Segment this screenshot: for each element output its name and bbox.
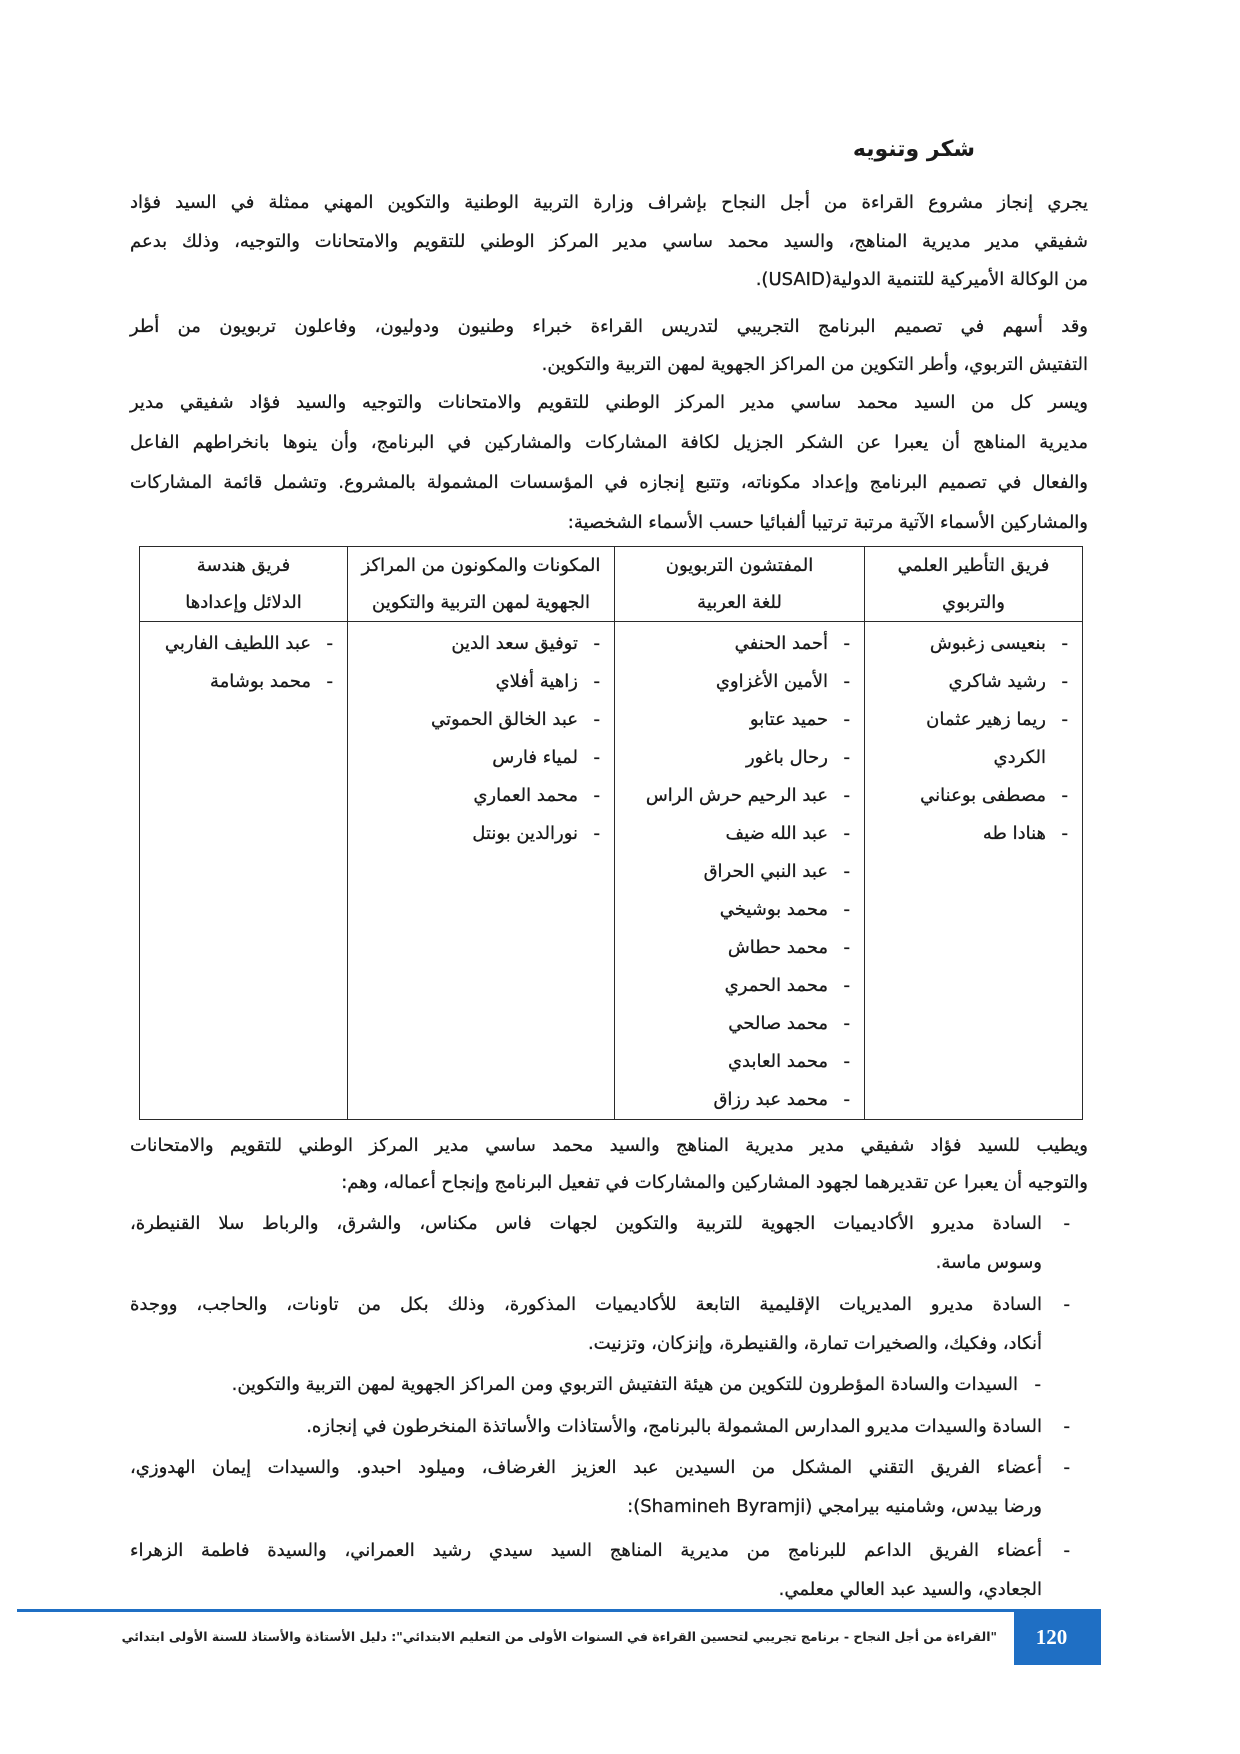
acknowledgement-bullet	[130, 1448, 1088, 1526]
participant-name: محمد العماري	[473, 785, 578, 806]
column-header	[865, 547, 1083, 622]
participant-item	[869, 777, 1068, 815]
participant-list	[869, 625, 1068, 853]
participant-item	[619, 1005, 850, 1043]
bullet-line: الجعادي، والسيد عبد العالي معلمي.	[778, 1579, 1042, 1600]
participant-item	[619, 625, 850, 663]
footer-rule	[17, 1609, 1014, 1612]
bullet-line: السادة مديرو الأكاديميات الجهوية للتربية والتكوين لجهات فاس مكناس، والشرق، والرباط سلا القنيطرة،	[130, 1213, 1042, 1234]
column-header-line: الجهوية لمهن التربية والتكوين	[372, 592, 590, 613]
paragraph-line: وقد أسهم في تصميم البرنامج التجريبي لتدريس القراءة خبراء وطنيون ودوليون، وفاعلون تربويون من أطر	[130, 316, 1088, 337]
paragraph-line: التفتيش التربوي، وأطر التكوين من المراكز الجهوية لمهن التربية والتكوين.	[541, 354, 1088, 375]
list-dash: -	[1061, 785, 1068, 806]
participant-item	[869, 701, 1068, 777]
participant-name: بنعيسى زغبوش	[929, 633, 1046, 654]
participant-item	[352, 777, 600, 815]
participant-name: أحمد الحنفي	[734, 633, 828, 654]
list-dash: -	[843, 1051, 850, 1072]
participant-list	[352, 625, 600, 853]
thanks-paragraph	[130, 383, 1088, 543]
list-dash: -	[843, 709, 850, 730]
paragraph-line: ويسر كل من السيد محمد ساسي مدير المركز الوطني للتقويم والامتحانات والتوجيه والسيد فؤاد شفيقي مدير	[130, 392, 1088, 413]
participant-item	[619, 891, 850, 929]
participant-item	[352, 815, 600, 853]
list-dash: -	[1061, 671, 1068, 692]
paragraph-line: والمشاركين الأسماء الآتية مرتبة ترتيبا ألفبائيا حسب الأسماء الشخصية:	[567, 512, 1088, 533]
list-dash: -	[843, 1089, 850, 1110]
paragraph-line: ويطيب للسيد فؤاد شفيقي مدير مديرية المناهج والسيد محمد ساسي مدير المركز الوطني للتقويم والامتحانات	[130, 1135, 1088, 1156]
bullet-line: السادة مديرو المديريات الإقليمية التابعة للأكاديميات المذكورة، وذلك بكل من تاونات، والحاجب، ووجدة	[130, 1294, 1042, 1315]
paragraph-line: مديرية المناهج أن يعبرا عن الشكر الجزيل لكافة المشاركات والمشاركين في البرنامج، وأن ينوها بانخراطهم الفاعل	[130, 432, 1088, 453]
participant-list	[619, 625, 850, 1119]
list-dash: -	[1061, 709, 1068, 730]
participant-name: هنادا طه	[982, 823, 1046, 844]
paragraph-line: يجري إنجاز مشروع القراءة من أجل النجاح بإشراف وزارة التربية الوطنية والتكوين المهني ممثلة في السيد فؤاد	[130, 192, 1088, 213]
bullet-line: أعضاء الفريق الداعم للبرنامج من مديرية المناهج السيد سيدي رشيد العمراني، والسيدة فاطمة الزهراء	[130, 1540, 1042, 1561]
participant-item	[619, 815, 850, 853]
participant-item	[869, 625, 1068, 663]
participant-name: عبد الخالق الحموتي	[431, 709, 578, 730]
participant-item	[619, 853, 850, 891]
participant-item	[619, 663, 850, 701]
table-cell	[615, 622, 865, 1120]
bullet-line: ورضا بيدس، وشامنيه بيرامجي (Shamineh Byramji):	[627, 1496, 1042, 1517]
participant-item	[619, 739, 850, 777]
participant-name: عبد الرحيم حرش الراس	[645, 785, 828, 806]
participant-name: ريما زهير عثمان الكردي	[926, 709, 1046, 768]
column-header-line: فريق التأطير العلمي	[897, 555, 1050, 576]
table-head	[140, 547, 1083, 622]
page-number-box	[1014, 1609, 1101, 1665]
participant-item	[352, 701, 600, 739]
participant-item	[619, 1081, 850, 1119]
page-number: 120	[1035, 1624, 1068, 1649]
participant-name: حميد عتابو	[749, 709, 828, 730]
acknowledgement-bullet	[130, 1365, 1088, 1404]
appreciation-paragraph	[130, 1127, 1088, 1201]
bullet-line: السيدات والسادة المؤطرون للتكوين من هيئة التفتيش التربوي ومن المراكز الجهوية لمهن التربية والتكوين.	[231, 1374, 1018, 1395]
participant-name: عبد اللطيف الفاربي	[164, 633, 311, 654]
column-header-line: للغة العربية	[697, 592, 782, 613]
list-dash: -	[326, 671, 333, 692]
participant-name: محمد الحمري	[724, 975, 828, 996]
participant-name: مصطفى بوعناني	[920, 785, 1046, 806]
table-cell	[140, 622, 348, 1120]
footer-running-title: "القراءة من أجل النجاح - برنامج تجريبي لتحسين القراءة في السنوات الأولى من التعليم الابتدائي": دليل الأستاذة والأستاذ للسنة الأولى ابتدائي	[121, 1629, 997, 1644]
bullet-line: السادة والسيدات مديرو المدارس المشمولة بالبرنامج، والأستاذات والأساتذة المنخرطون في إنجازه.	[306, 1416, 1042, 1437]
list-dash: -	[593, 633, 600, 654]
paragraph-line: من الوكالة الأميركية للتنمية الدولية(USAID).	[755, 269, 1088, 290]
participant-name: محمد بوشامة	[209, 671, 311, 692]
participant-item	[619, 777, 850, 815]
table-header-row	[140, 547, 1083, 622]
participant-item	[144, 663, 333, 701]
list-dash: -	[843, 671, 850, 692]
bullet-dash: -	[1063, 1540, 1070, 1561]
participant-name: محمد حطاش	[727, 937, 828, 958]
column-header	[615, 547, 865, 622]
column-header-line: المفتشون التربويون	[665, 555, 814, 576]
participant-name: محمد العابدي	[727, 1051, 828, 1072]
list-dash: -	[593, 709, 600, 730]
bullet-dash: -	[1063, 1213, 1070, 1234]
list-dash: -	[843, 823, 850, 844]
bullet-dash: -	[1063, 1294, 1070, 1315]
acknowledgement-bullet	[130, 1407, 1088, 1446]
participant-item	[619, 929, 850, 967]
list-dash: -	[843, 937, 850, 958]
acknowledgement-bullet	[130, 1204, 1088, 1282]
participant-name: الأمين الأغزاوي	[715, 671, 828, 692]
participant-item	[352, 739, 600, 777]
bullet-line: أنكاد، وفكيك، والصخيرات تمارة، والقنيطرة، وإنزكان، وتزنيت.	[587, 1333, 1042, 1354]
participant-name: محمد بوشيخي	[719, 899, 828, 920]
participant-item	[352, 625, 600, 663]
list-dash: -	[593, 747, 600, 768]
participant-name: عبد الله ضيف	[725, 823, 828, 844]
paragraph-line: والفعال في تصميم البرنامج وإعداد مكوناته، وتتبع إنجازه في المؤسسات المشمولة بالمشروع. وتشمل قائمة المشاركات	[130, 472, 1088, 493]
participant-item	[352, 663, 600, 701]
column-header-line: فريق هندسة	[196, 555, 291, 576]
paragraph-line: شفيقي مدير مديرية المناهج، والسيد محمد ساسي مدير المركز الوطني للتقويم والامتحانات والتوجيه، وذلك بدعم	[130, 230, 1088, 252]
table-body	[140, 622, 1083, 1120]
bullet-dash: -	[1063, 1416, 1070, 1437]
bullet-line: وسوس ماسة.	[935, 1252, 1042, 1273]
page-title: شكر وتنويه	[852, 137, 975, 162]
list-dash: -	[593, 823, 600, 844]
participant-item	[619, 1043, 850, 1081]
column-header-line: والتربوي	[942, 592, 1005, 613]
participant-name: زاهية أفلاي	[495, 671, 578, 692]
bullet-line: أعضاء الفريق التقني المشكل من السيدين عبد العزيز الغرضاف، وميلود احبدو. والسيدات إيمان الهدوزي،	[130, 1457, 1042, 1478]
participant-name: لمياء فارس	[492, 747, 578, 768]
participant-item	[869, 663, 1068, 701]
acknowledgement-bullet	[130, 1285, 1088, 1363]
table-cell	[865, 622, 1083, 1120]
column-header-line: المكونات والمكونون من المراكز	[361, 555, 601, 576]
participant-list	[144, 625, 333, 701]
list-dash: -	[593, 785, 600, 806]
table-cell	[348, 622, 615, 1120]
participant-name: محمد صالحي	[728, 1013, 828, 1034]
design-paragraph	[130, 308, 1088, 384]
intro-paragraph	[130, 184, 1088, 300]
acknowledgement-bullet	[130, 1531, 1088, 1609]
list-dash: -	[1061, 633, 1068, 654]
bullet-dash: -	[1034, 1374, 1041, 1395]
participant-name: رشيد شاكري	[948, 671, 1046, 692]
participant-name: نورالدين بونتل	[472, 823, 578, 844]
participant-item	[144, 625, 333, 663]
participant-name: محمد عبد رزاق	[713, 1089, 828, 1110]
list-dash: -	[843, 785, 850, 806]
column-header	[348, 547, 615, 622]
column-header-line: الدلائل وإعدادها	[185, 592, 302, 613]
list-dash: -	[843, 633, 850, 654]
participant-name: توفيق سعد الدين	[451, 633, 578, 654]
list-dash: -	[326, 633, 333, 654]
list-dash: -	[843, 1013, 850, 1034]
column-header	[140, 547, 348, 622]
participant-item	[869, 815, 1068, 853]
list-dash: -	[843, 975, 850, 996]
list-dash: -	[843, 899, 850, 920]
participant-name: عبد النبي الحراق	[703, 861, 828, 882]
participant-item	[619, 967, 850, 1005]
list-dash: -	[843, 747, 850, 768]
participant-item	[619, 701, 850, 739]
list-dash: -	[593, 671, 600, 692]
list-dash: -	[1061, 823, 1068, 844]
bullet-dash: -	[1063, 1457, 1070, 1478]
table-row	[140, 622, 1083, 1120]
participants-table	[139, 546, 1083, 1120]
participant-name: رحال باغور	[745, 747, 828, 768]
list-dash: -	[843, 861, 850, 882]
paragraph-line: والتوجيه أن يعبرا عن تقديرهما لجهود المشاركين والمشاركات في تفعيل البرنامج وإنجاح أعماله، وهم:	[341, 1172, 1088, 1193]
